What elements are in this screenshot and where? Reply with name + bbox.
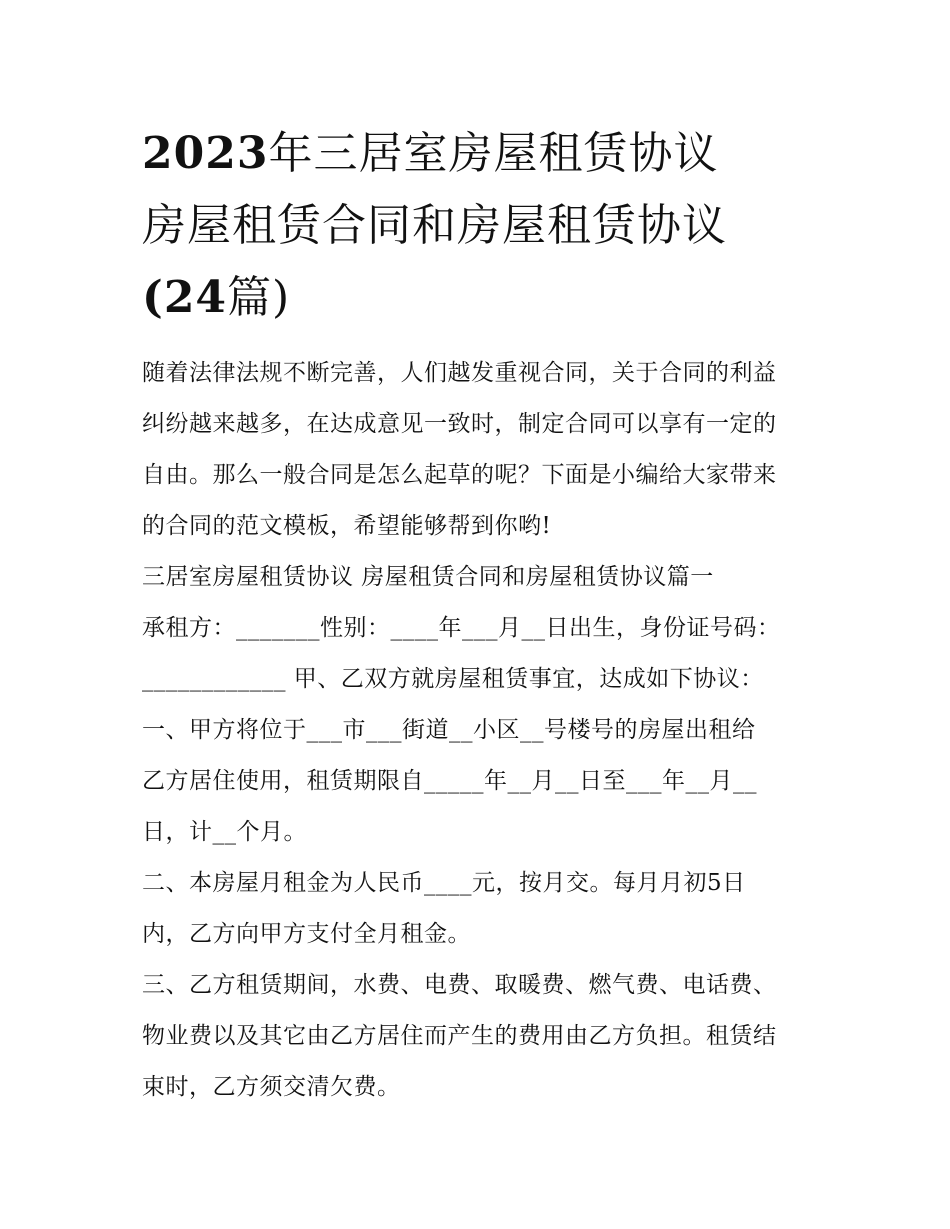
clause-line: 一、甲方将位于___市___街道__小区__号楼号的房屋出租给 [142, 717, 756, 743]
clause-line: 承租方：_______性别：____年___月__日出生，身份证号码： [142, 615, 781, 641]
document-page [142, 118, 822, 1113]
clause-line: ____________ 甲、乙双方就房屋租赁事宜，达成如下协议： [142, 666, 764, 692]
title-line-3 [142, 262, 822, 334]
clause-line: 物业费以及其它由乙方居住而产生的费用由乙方负担。租赁结 [142, 1023, 777, 1049]
section-heading: 三居室房屋租赁协议 房屋租赁合同和房屋租赁协议篇一 [142, 564, 714, 590]
intro-line: 随着法律法规不断完善，人们越发重视合同，关于合同的利益 [142, 360, 777, 386]
title-line-1-text: 年三居室房屋租赁协议 [268, 128, 719, 179]
clause-line: 日，计__个月。 [142, 819, 307, 845]
contract-clauses [142, 603, 822, 1113]
intro-paragraph [142, 348, 822, 552]
intro-line: 的合同的范文模板，希望能够帮到你哟! [142, 513, 552, 539]
title-line-2 [142, 190, 822, 262]
title-line-3-text: 篇) [227, 272, 291, 323]
intro-line: 自由。那么一般合同是怎么起草的呢？下面是小编给大家带来 [142, 462, 777, 488]
clause-line: 内，乙方向甲方支付全月租金。 [142, 921, 471, 947]
clause-line: 二、本房屋月租金为人民币____元，按月交。每月月初5日 [142, 870, 746, 896]
document-title [142, 118, 822, 334]
title-line-1-number: 2023 [142, 128, 269, 179]
clause-line: 三、乙方租赁期间，水费、电费、取暖费、燃气费、电话费、 [142, 972, 777, 998]
title-line-2-text: 房屋租赁合同和房屋租赁协议 [142, 200, 727, 251]
intro-line: 纠纷越来越多，在达成意见一致时，制定合同可以享有一定的 [142, 411, 777, 437]
title-line-3-number: (24 [142, 272, 228, 323]
clause-line: 束时，乙方须交清欠费。 [142, 1074, 401, 1100]
clause-line: 乙方居住使用，租赁期限自_____年__月__日至___年__月__ [142, 768, 757, 794]
title-line-1 [142, 118, 822, 190]
